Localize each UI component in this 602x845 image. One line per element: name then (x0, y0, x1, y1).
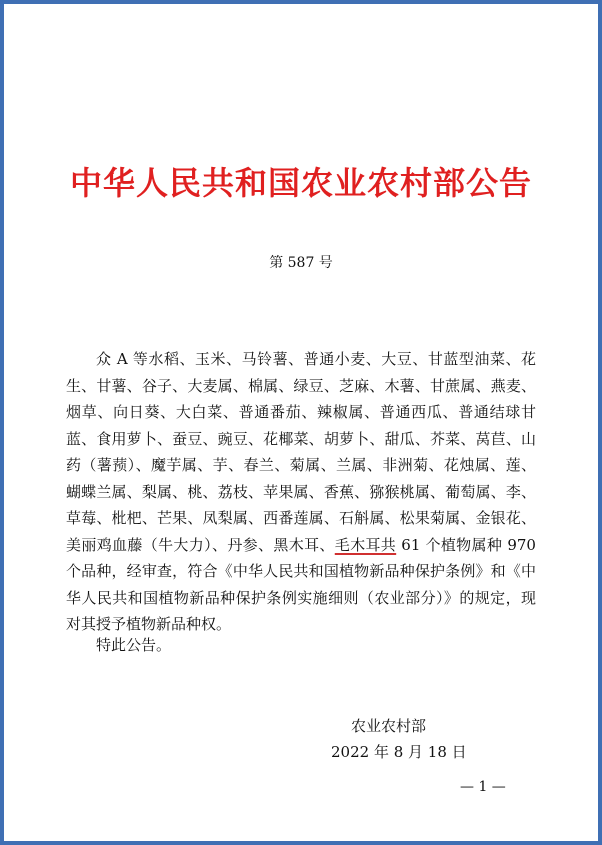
body-text-part1: 众 A 等水稻、玉米、马铃薯、普通小麦、大豆、甘蓝型油菜、花生、甘薯、谷子、大麦属、棉属、绿豆、芝麻、木薯、甘蔗属、燕麦、烟草、向日葵、大白菜、普通番茄、辣椒属、普通西瓜、普通结球甘蓝、食用萝卜、蚕豆、豌豆、花椰菜、胡萝卜、甜瓜、芥菜、莴苣、山药（薯蓣）、魔芋属、芋、春兰、菊属、兰属、非洲菊、花烛属、莲、蝴蝶兰属、梨属、桃、荔枝、苹果属、香蕉、猕猴桃属、葡萄属、李、草莓、枇杷、芒果、凤梨属、西番莲属、石斛属、松果菊属、金银花、美丽鸡血藤（牛大力）、丹参、黑木耳、 (66, 350, 536, 554)
issuer-signature: 农业农村部 (351, 717, 427, 735)
body-text-part2: 61 个植物属种 970 个品种，经审查，符合《中华人民共和国植物新品种保护条例》和《中华人民共和国植物新品种保护条例实施细则（农业部分）》的规定，现对其授予植物新品种权。 (66, 535, 536, 633)
closing-remark: 特此公告。 (96, 636, 172, 654)
issue-date: 2022 年 8 月 18 日 (331, 743, 467, 761)
highlighted-text: 毛木耳共 (334, 535, 397, 554)
page-number: — 1 — (460, 779, 506, 795)
page-title: 中华人民共和国农业农村部公告 (69, 164, 532, 202)
document-number: 第 587 号 (269, 255, 333, 271)
announcement-body (66, 346, 536, 638)
